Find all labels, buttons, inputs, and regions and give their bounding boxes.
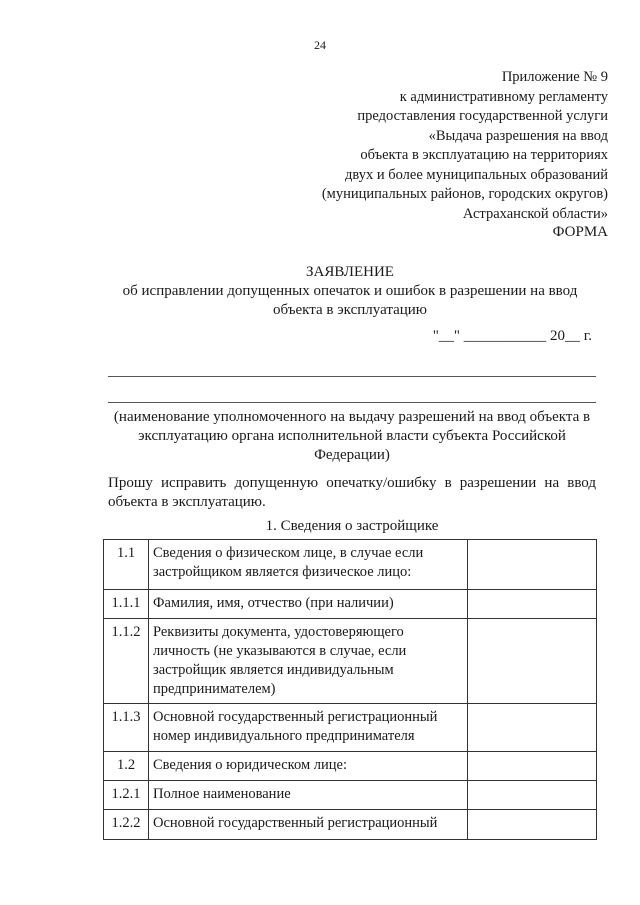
- row-label: Реквизиты документа, удостоверяющего личность (не указываются в случае, если застройщик является индивидуальным предпринимателем): [149, 619, 468, 704]
- document-title: [60, 263, 640, 320]
- form-label: ФОРМА: [552, 224, 608, 240]
- table-row: [104, 704, 597, 752]
- authority-caption: [108, 408, 596, 465]
- value-cell[interactable]: [468, 540, 597, 590]
- appendix-line: Астраханской области»: [462, 205, 608, 222]
- title-heading: ЗАЯВЛЕНИЕ: [306, 264, 394, 280]
- title-line: объекта в эксплуатацию: [273, 302, 427, 318]
- section-heading: 1. Сведения о застройщике: [265, 518, 439, 534]
- title-line: об исправлении допущенных опечаток и ошибок в разрешении на ввод: [122, 283, 578, 299]
- caption-line: (наименование уполномоченного на выдачу разрешений на ввод объекта в: [113, 409, 591, 425]
- appendix-header: [188, 68, 608, 224]
- row-label: Полное наименование: [149, 781, 468, 810]
- row-number: 1.2: [104, 752, 149, 781]
- page-number: 24: [314, 38, 326, 52]
- authority-name-line[interactable]: [108, 376, 596, 377]
- value-cell[interactable]: [468, 704, 597, 752]
- appendix-line: «Выдача разрешения на ввод: [428, 127, 608, 144]
- row-number: 1.2.1: [104, 781, 149, 810]
- row-number: 1.1.2: [104, 619, 149, 704]
- value-cell[interactable]: [468, 590, 597, 619]
- table-row: [104, 590, 597, 619]
- table-row: [104, 781, 597, 810]
- request-text: [108, 474, 596, 512]
- appendix-line: к административному регламенту: [399, 88, 608, 105]
- date-field[interactable]: "__" ___________ 20__ г.: [432, 328, 592, 344]
- table-row: [104, 752, 597, 781]
- table-row: [104, 619, 597, 704]
- value-cell[interactable]: [468, 781, 597, 810]
- caption-line: эксплуатацию органа исполнительной власти субъекта Российской: [138, 428, 566, 444]
- row-number: 1.1: [104, 540, 149, 590]
- row-label: Основной государственный регистрационный номер индивидуального предпринимателя: [149, 704, 468, 752]
- caption-line: Федерации): [314, 447, 390, 463]
- table-row: [104, 810, 597, 840]
- appendix-line: объекта в эксплуатацию на территориях: [360, 147, 608, 163]
- appendix-line: (муниципальных районов, городских округов): [321, 186, 608, 202]
- applicant-info-table: [103, 539, 597, 840]
- appendix-line: двух и более муниципальных образований: [345, 166, 608, 183]
- value-cell[interactable]: [468, 752, 597, 781]
- appendix-line: предоставления государственной услуги: [357, 108, 608, 124]
- request-line: объекта в эксплуатацию.: [108, 494, 266, 510]
- row-number: 1.2.2: [104, 810, 149, 840]
- row-label: Основной государственный регистрационный: [149, 810, 468, 840]
- appendix-line: Приложение № 9: [501, 69, 608, 85]
- value-cell[interactable]: [468, 810, 597, 840]
- table-row: [104, 540, 597, 590]
- value-cell[interactable]: [468, 619, 597, 704]
- row-label: Сведения о физическом лице, в случае если застройщиком является физическое лицо:: [149, 540, 468, 590]
- authority-name-line[interactable]: [108, 402, 596, 403]
- row-label: Фамилия, имя, отчество (при наличии): [149, 590, 468, 619]
- row-label: Сведения о юридическом лице:: [149, 752, 468, 781]
- request-line: Прошу исправить допущенную опечатку/ошибку в разрешении на ввод: [108, 475, 596, 491]
- row-number: 1.1.1: [104, 590, 149, 619]
- row-number: 1.1.3: [104, 704, 149, 752]
